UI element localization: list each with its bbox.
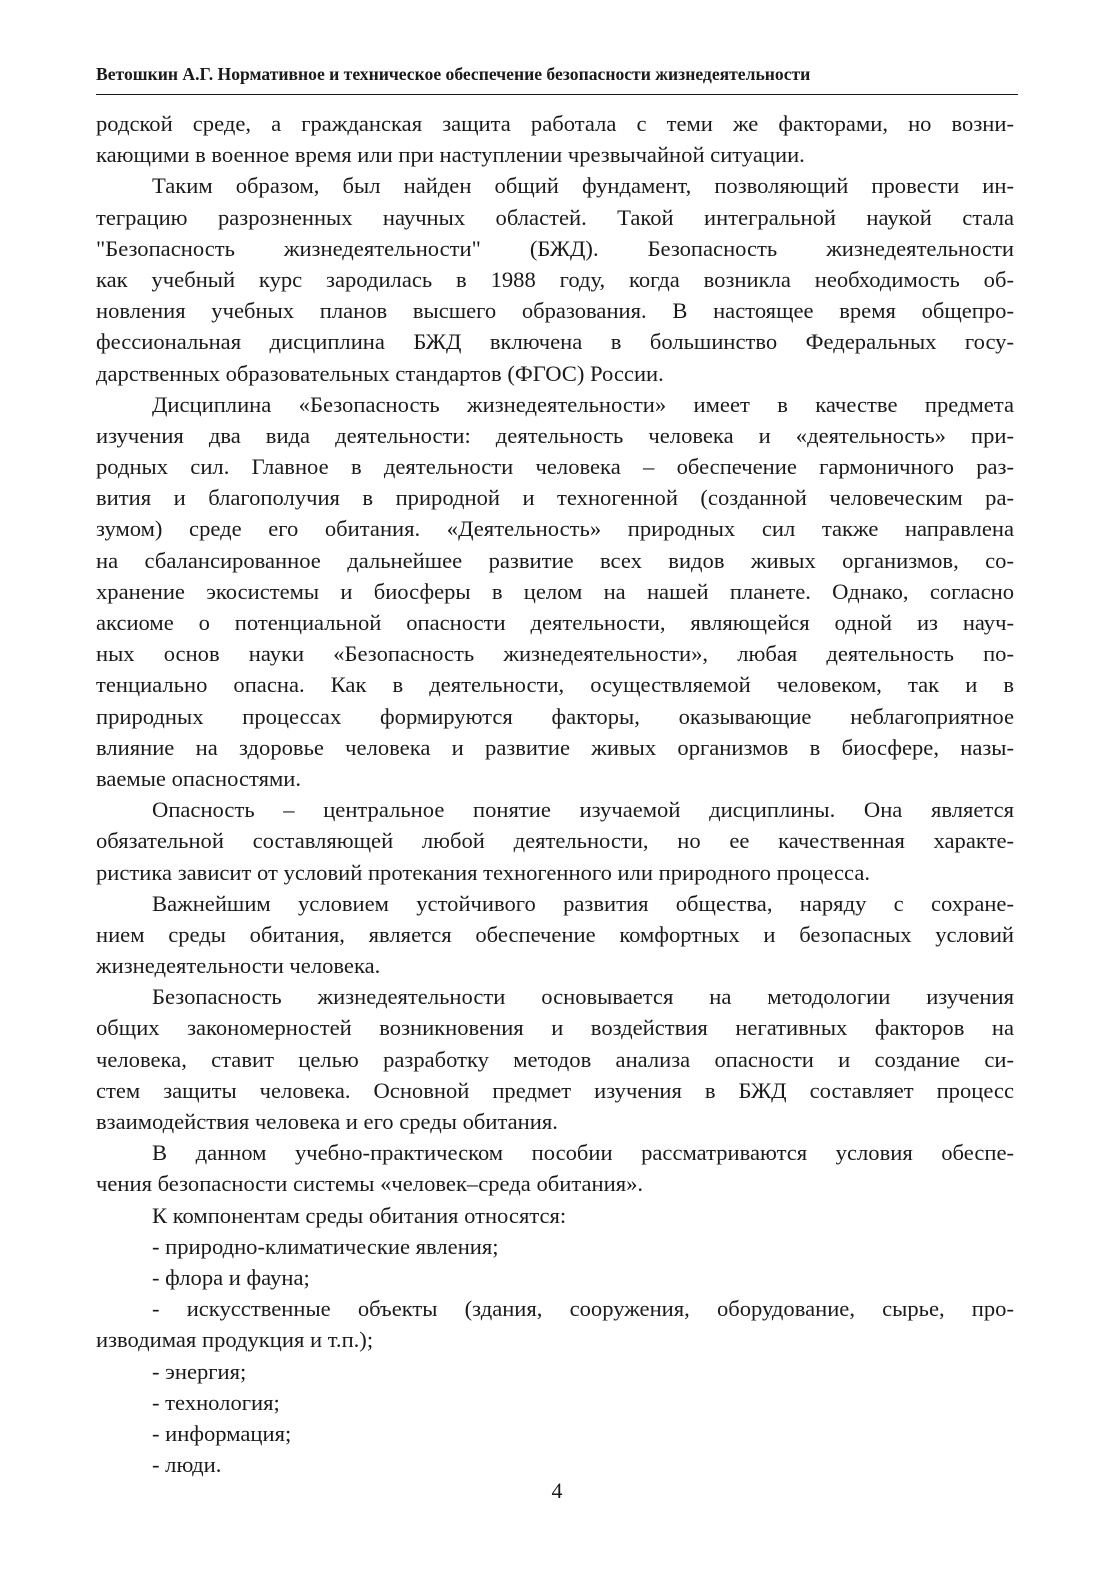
text-line: фессиональная дисциплина БЖД включена в большинство Федеральных госу- — [96, 329, 1014, 355]
text-line: кающими в военное время или при наступлении чрезвычайной ситуации. — [96, 142, 805, 168]
paragraph — [96, 1200, 1014, 1231]
paragraph — [96, 170, 1014, 388]
text-line: теграцию разрозненных научных областей. Такой интегральной наукой стала — [96, 204, 1014, 230]
paragraph — [96, 888, 1014, 982]
text-line: на сбалансированное дальнейшее развитие всех видов живых организмов, со- — [96, 547, 1014, 573]
text-line: влияние на здоровье человека и развитие живых организмов в биосфере, назы- — [96, 734, 1014, 760]
list-item: - информация; — [152, 1420, 292, 1446]
text-line: природных процессах формируются факторы, оказывающие неблагоприятное — [96, 703, 1014, 729]
text-line: обязательной составляющей любой деятельности, но ее качественная характе- — [96, 828, 1014, 854]
list-item: - люди. — [152, 1452, 222, 1478]
page-number: 4 — [551, 1478, 563, 1503]
text-line: Безопасность жизнедеятельности основывается на методологии изучения — [152, 984, 1014, 1010]
text-line: дарственных образовательных стандартов (ФГОС) России. — [96, 360, 664, 386]
text-line: изучения два вида деятельности: деятельность человека и «деятельность» при- — [96, 422, 1014, 448]
text-line: Дисциплина «Безопасность жизнедеятельности» имеет в качестве предмета — [152, 391, 1014, 417]
list-item: - флора и фауна; — [152, 1264, 310, 1290]
text-line: жизнедеятельности человека. — [96, 953, 381, 979]
header-rule — [96, 94, 1018, 95]
text-line: как учебный курс зародилась в 1988 году, когда возникла необходимость об- — [96, 266, 1014, 292]
text-line: нием среды обитания, является обеспечение комфортных и безопасных условий — [96, 921, 1014, 947]
paragraph — [96, 794, 1014, 888]
document-page — [96, 0, 1018, 1582]
text-line: родской среде, а гражданская защита работала с теми же факторами, но возни- — [96, 111, 1014, 136]
paragraph — [96, 981, 1014, 1137]
text-line: человека, ставит целью разработку методов анализа опасности и создание си- — [96, 1046, 1014, 1072]
list-item-continuation: изводимая продукция и т.п.); — [96, 1327, 374, 1353]
text-line: зумом) среде его обитания. «Деятельность» природных сил также направлена — [96, 516, 1014, 542]
text-line: К компонентам среды обитания относятся: — [152, 1202, 567, 1228]
paragraph — [96, 389, 1014, 794]
text-line: аксиоме о потенциальной опасности деятельности, являющейся одной из науч- — [96, 610, 1014, 635]
text-line: чения безопасности системы «человек–среда обитания». — [96, 1171, 644, 1197]
paragraph — [96, 1137, 1014, 1199]
text-line: Таким образом, был найден общий фундамент, позволяющий провести ин- — [152, 173, 1014, 199]
text-line: Важнейшим условием устойчивого развития общества, наряду с сохране- — [152, 890, 1014, 916]
text-line: ваемые опасностями. — [96, 765, 302, 791]
text-line: стем защиты человека. Основной предмет изучения в БЖД составляет процесс — [96, 1077, 1014, 1103]
text-line: В данном учебно-практическом пособии рассматриваются условия обеспе- — [152, 1140, 1014, 1166]
running-header: Ветошкин А.Г. Нормативное и техническое обеспечение безопасности жизнедеятельности — [96, 64, 811, 84]
text-line: ристика зависит от условий протекания техногенного или природного процесса. — [96, 859, 870, 885]
list-item: - энергия; — [152, 1358, 247, 1384]
paragraph — [96, 108, 1014, 170]
list-item: - технология; — [152, 1389, 280, 1415]
body-text — [96, 108, 1014, 1480]
text-line: родных сил. Главное в деятельности человека – обеспечение гармоничного раз- — [96, 454, 1014, 480]
text-line: тенциально опасна. Как в деятельности, осуществляемой человеком, так и в — [96, 672, 1014, 698]
text-line: ных основ науки «Безопасность жизнедеятельности», любая деятельность по- — [96, 641, 1014, 667]
text-line: "Безопасность жизнедеятельности" (БЖД). Безопасность жизнедеятельности — [96, 235, 1014, 261]
text-line: общих закономерностей возникновения и воздействия негативных факторов на — [96, 1015, 1014, 1041]
text-line: вития и благополучия в природной и техногенной (созданной человеческим ра- — [96, 485, 1014, 511]
list-item: - природно-климатические явления; — [152, 1233, 499, 1259]
text-line: хранение экосистемы и биосферы в целом на нашей планете. Однако, согласно — [96, 578, 1014, 604]
text-line: новления учебных планов высшего образования. В настоящее время общепро- — [96, 298, 1014, 324]
text-line: Опасность – центральное понятие изучаемой дисциплины. Она является — [152, 797, 1014, 823]
components-list — [96, 1231, 1014, 1481]
text-line: взаимодействия человека и его среды обитания. — [96, 1109, 558, 1134]
list-item: - искусственные объекты (здания, сооружения, оборудование, сырье, про- — [152, 1296, 1014, 1322]
